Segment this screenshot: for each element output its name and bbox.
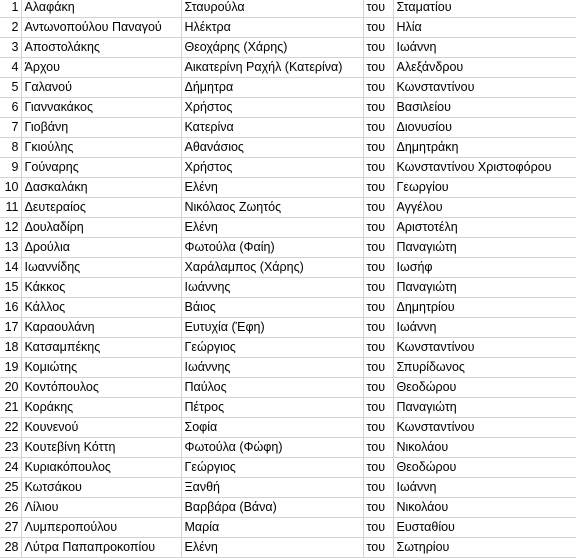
table-row	[0, 398, 576, 418]
row-number-cell[interactable]: 22	[0, 418, 21, 438]
relation-cell[interactable]: του	[363, 238, 393, 258]
first-name-cell[interactable]: Θεοχάρης (Χάρης)	[181, 38, 363, 58]
row-number-cell[interactable]: 25	[0, 478, 21, 498]
relation-cell[interactable]: του	[363, 538, 393, 558]
table-row	[0, 278, 576, 298]
surname-cell[interactable]: Αντωνοπούλου Παναγού	[21, 18, 181, 38]
father-name-cell[interactable]: Κωνσταντίνου	[393, 78, 576, 98]
table-row	[0, 0, 576, 18]
table-row	[0, 58, 576, 78]
father-name-cell[interactable]: Διονυσίου	[393, 118, 576, 138]
first-name-cell[interactable]: Ιωάννης	[181, 278, 363, 298]
relation-cell[interactable]: του	[363, 338, 393, 358]
surname-cell[interactable]: Ιωαννίδης	[21, 258, 181, 278]
first-name-cell[interactable]: Σταυρούλα	[181, 0, 363, 18]
father-name-cell[interactable]: Ηλία	[393, 18, 576, 38]
table-row	[0, 178, 576, 198]
father-name-cell[interactable]: Αγγέλου	[393, 198, 576, 218]
father-name-cell[interactable]: Νικολάου	[393, 498, 576, 518]
row-number-cell[interactable]: 28	[0, 538, 21, 558]
relation-cell[interactable]: του	[363, 318, 393, 338]
father-name-cell[interactable]: Αλεξάνδρου	[393, 58, 576, 78]
first-name-cell[interactable]: Ελένη	[181, 178, 363, 198]
surname-cell[interactable]: Γιαννακάκος	[21, 98, 181, 118]
father-name-cell[interactable]: Ιωάννη	[393, 478, 576, 498]
row-number-cell[interactable]: 20	[0, 378, 21, 398]
relation-cell[interactable]: του	[363, 218, 393, 238]
relation-cell[interactable]: του	[363, 398, 393, 418]
row-number-cell[interactable]: 13	[0, 238, 21, 258]
relation-cell[interactable]: του	[363, 38, 393, 58]
row-number-cell[interactable]: 5	[0, 78, 21, 98]
surname-cell[interactable]: Αλαφάκη	[21, 0, 181, 18]
row-number-cell[interactable]: 26	[0, 498, 21, 518]
row-number-cell[interactable]: 1	[0, 0, 21, 18]
first-name-cell[interactable]: Σοφία	[181, 418, 363, 438]
relation-cell[interactable]: του	[363, 478, 393, 498]
surname-cell[interactable]: Κοντόπουλος	[21, 378, 181, 398]
father-name-cell[interactable]: Ιωάννη	[393, 38, 576, 58]
relation-cell[interactable]: του	[363, 518, 393, 538]
father-name-cell[interactable]: Νικολάου	[393, 438, 576, 458]
first-name-cell[interactable]: Χαράλαμπος (Χάρης)	[181, 258, 363, 278]
first-name-cell[interactable]: Νικόλαος Ζωητός	[181, 198, 363, 218]
first-name-cell[interactable]: Ιωάννης	[181, 358, 363, 378]
first-name-cell[interactable]: Βάιος	[181, 298, 363, 318]
first-name-cell[interactable]: Κατερίνα	[181, 118, 363, 138]
surname-cell[interactable]: Λύτρα Παπαπροκοπίου	[21, 538, 181, 558]
table-row	[0, 158, 576, 178]
table-row	[0, 238, 576, 258]
row-number-cell[interactable]: 18	[0, 338, 21, 358]
relation-cell[interactable]: του	[363, 438, 393, 458]
row-number-cell[interactable]: 14	[0, 258, 21, 278]
row-number-cell[interactable]: 11	[0, 198, 21, 218]
father-name-cell[interactable]: Ευσταθίου	[393, 518, 576, 538]
relation-cell[interactable]: του	[363, 198, 393, 218]
table-row	[0, 258, 576, 278]
surname-cell[interactable]: Δασκαλάκη	[21, 178, 181, 198]
table-row	[0, 518, 576, 538]
first-name-cell[interactable]: Ευτυχία (Έφη)	[181, 318, 363, 338]
surname-cell[interactable]: Γαλανού	[21, 78, 181, 98]
table-row	[0, 18, 576, 38]
father-name-cell[interactable]: Σωτηρίου	[393, 538, 576, 558]
row-number-cell[interactable]: 12	[0, 218, 21, 238]
first-name-cell[interactable]: Ηλέκτρα	[181, 18, 363, 38]
surname-cell[interactable]: Καραουλάνη	[21, 318, 181, 338]
table-row	[0, 298, 576, 318]
relation-cell[interactable]: του	[363, 458, 393, 478]
row-number-cell[interactable]: 16	[0, 298, 21, 318]
father-name-cell[interactable]: Παναγιώτη	[393, 398, 576, 418]
row-number-cell[interactable]: 9	[0, 158, 21, 178]
first-name-cell[interactable]: Μαρία	[181, 518, 363, 538]
father-name-cell[interactable]: Βασιλείου	[393, 98, 576, 118]
surname-cell[interactable]: Κάλλος	[21, 298, 181, 318]
first-name-cell[interactable]: Ελένη	[181, 218, 363, 238]
relation-cell[interactable]: του	[363, 358, 393, 378]
surname-cell[interactable]: Κάκκος	[21, 278, 181, 298]
first-name-cell[interactable]: Γεώργιος	[181, 338, 363, 358]
father-name-cell[interactable]: Δημητράκη	[393, 138, 576, 158]
row-number-cell[interactable]: 4	[0, 58, 21, 78]
first-name-cell[interactable]: Ελένη	[181, 538, 363, 558]
relation-cell[interactable]: του	[363, 98, 393, 118]
row-number-cell[interactable]: 21	[0, 398, 21, 418]
relation-cell[interactable]: του	[363, 78, 393, 98]
table-row	[0, 498, 576, 518]
surname-cell[interactable]: Άρχου	[21, 58, 181, 78]
relation-cell[interactable]: του	[363, 18, 393, 38]
father-name-cell[interactable]: Γεωργίου	[393, 178, 576, 198]
table-row	[0, 458, 576, 478]
father-name-cell[interactable]: Κωνσταντίνου	[393, 418, 576, 438]
first-name-cell[interactable]: Φωτούλα (Φαίη)	[181, 238, 363, 258]
row-number-cell[interactable]: 15	[0, 278, 21, 298]
surname-cell[interactable]: Δευτεραίος	[21, 198, 181, 218]
row-number-cell[interactable]: 27	[0, 518, 21, 538]
first-name-cell[interactable]: Βαρβάρα (Βάνα)	[181, 498, 363, 518]
first-name-cell[interactable]: Δήμητρα	[181, 78, 363, 98]
father-name-cell[interactable]: Παναγιώτη	[393, 278, 576, 298]
relation-cell[interactable]: του	[363, 258, 393, 278]
row-number-cell[interactable]: 24	[0, 458, 21, 478]
row-number-cell[interactable]: 2	[0, 18, 21, 38]
table-row	[0, 338, 576, 358]
surname-cell[interactable]: Λίλιου	[21, 498, 181, 518]
table-row	[0, 218, 576, 238]
father-name-cell[interactable]: Δημητρίου	[393, 298, 576, 318]
relation-cell[interactable]: του	[363, 0, 393, 18]
first-name-cell[interactable]: Ξανθή	[181, 478, 363, 498]
row-number-cell[interactable]: 6	[0, 98, 21, 118]
father-name-cell[interactable]: Παναγιώτη	[393, 238, 576, 258]
surname-cell[interactable]: Γούναρης	[21, 158, 181, 178]
first-name-cell[interactable]: Χρήστος	[181, 158, 363, 178]
row-number-cell[interactable]: 23	[0, 438, 21, 458]
first-name-cell[interactable]: Γεώργιος	[181, 458, 363, 478]
surname-cell[interactable]: Κατσαμπέκης	[21, 338, 181, 358]
father-name-cell[interactable]: Σταματίου	[393, 0, 576, 18]
father-name-cell[interactable]: Κωνσταντίνου	[393, 338, 576, 358]
table-row	[0, 98, 576, 118]
row-number-cell[interactable]: 10	[0, 178, 21, 198]
table-row	[0, 378, 576, 398]
surname-cell[interactable]: Κυριακόπουλος	[21, 458, 181, 478]
father-name-cell[interactable]: Ιωσήφ	[393, 258, 576, 278]
row-number-cell[interactable]: 19	[0, 358, 21, 378]
surname-cell[interactable]: Γιοβάνη	[21, 118, 181, 138]
relation-cell[interactable]: του	[363, 58, 393, 78]
surname-cell[interactable]: Κουτεβίνη Κόττη	[21, 438, 181, 458]
relation-cell[interactable]: του	[363, 498, 393, 518]
table-row	[0, 358, 576, 378]
first-name-cell[interactable]: Παύλος	[181, 378, 363, 398]
surname-cell[interactable]: Αποστολάκης	[21, 38, 181, 58]
first-name-cell[interactable]: Φωτούλα (Φώφη)	[181, 438, 363, 458]
row-number-cell[interactable]: 8	[0, 138, 21, 158]
first-name-cell[interactable]: Αθανάσιος	[181, 138, 363, 158]
father-name-cell[interactable]: Αριστοτέλη	[393, 218, 576, 238]
table-row	[0, 418, 576, 438]
table-row	[0, 78, 576, 98]
row-number-cell[interactable]: 17	[0, 318, 21, 338]
table-row	[0, 198, 576, 218]
father-name-cell[interactable]: Ιωάννη	[393, 318, 576, 338]
relation-cell[interactable]: του	[363, 178, 393, 198]
relation-cell[interactable]: του	[363, 418, 393, 438]
surname-cell[interactable]: Κουνενού	[21, 418, 181, 438]
surname-cell[interactable]: Δουλαδίρη	[21, 218, 181, 238]
surname-cell[interactable]: Γκιούλης	[21, 138, 181, 158]
father-name-cell[interactable]: Θεοδώρου	[393, 458, 576, 478]
row-number-cell[interactable]: 3	[0, 38, 21, 58]
relation-cell[interactable]: του	[363, 298, 393, 318]
first-name-cell[interactable]: Αικατερίνη Ραχήλ (Κατερίνα)	[181, 58, 363, 78]
relation-cell[interactable]: του	[363, 138, 393, 158]
table-row	[0, 118, 576, 138]
father-name-cell[interactable]: Θεοδώρου	[393, 378, 576, 398]
father-name-cell[interactable]: Σπυρίδωνος	[393, 358, 576, 378]
table-row	[0, 38, 576, 58]
table-row	[0, 438, 576, 458]
table-row	[0, 138, 576, 158]
row-number-cell[interactable]: 7	[0, 118, 21, 138]
first-name-cell[interactable]: Χρήστος	[181, 98, 363, 118]
surname-cell[interactable]: Λυμπεροπούλου	[21, 518, 181, 538]
relation-cell[interactable]: του	[363, 278, 393, 298]
relation-cell[interactable]: του	[363, 378, 393, 398]
father-name-cell[interactable]: Κωνσταντίνου Χριστοφόρου	[393, 158, 576, 178]
first-name-cell[interactable]: Πέτρος	[181, 398, 363, 418]
table-row	[0, 478, 576, 498]
surname-cell[interactable]: Κωτσάκου	[21, 478, 181, 498]
table-row	[0, 538, 576, 558]
surname-cell[interactable]: Κομιώτης	[21, 358, 181, 378]
relation-cell[interactable]: του	[363, 118, 393, 138]
table-row	[0, 318, 576, 338]
surname-cell[interactable]: Δρούλια	[21, 238, 181, 258]
relation-cell[interactable]: του	[363, 158, 393, 178]
surname-cell[interactable]: Κοράκης	[21, 398, 181, 418]
